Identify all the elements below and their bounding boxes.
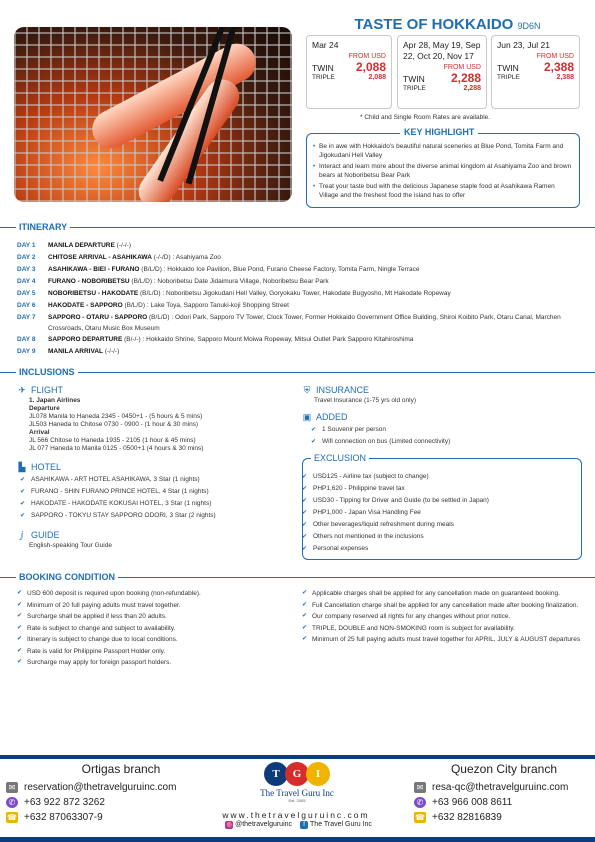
shield-icon: ⛨ xyxy=(303,384,311,395)
itinerary-day: DAY 2 CHITOSE ARRIVAL - ASAHIKAWA (-/-/D) : Asahiyama Zoo xyxy=(17,254,221,261)
gift-icon: ▣ xyxy=(302,411,312,422)
highlight-item: • Be in awe with Hokkaido's beautiful natural sceneries at Blue Pond, Tomita Farm and Jigokudani Hell Valley xyxy=(313,142,573,160)
website-link[interactable]: www.thetravelguruinc.com xyxy=(222,810,370,820)
price-box: Mar 24 FROM USD TWIN 2,088 TRIPLE 2,088 xyxy=(306,35,392,109)
inclusions-header: INCLUSIONS xyxy=(0,367,595,379)
price-box: Apr 28, May 19, Sep 22, Oct 20, Nov 17 FROM USD TWIN 2,288 TRIPLE 2,288 xyxy=(397,35,487,109)
flight-heading: ✈ FLIGHT xyxy=(18,384,64,395)
added-heading: ▣ ADDED xyxy=(302,411,348,422)
social-links xyxy=(196,821,401,829)
footer-divider xyxy=(0,755,595,759)
instagram-link[interactable]: ◎ @thetravelguruinc xyxy=(226,821,293,828)
facebook-link[interactable]: f The Travel Guru Inc xyxy=(300,821,372,829)
ortigas-branch: Ortigas branch ✉ reservation@thetravelguruinc.com ✆ +63 922 872 3262 ☎ +632 87063307-9 xyxy=(7,762,177,823)
insurance-heading: ⛨ INSURANCE xyxy=(303,384,370,395)
itinerary-day: DAY 9 MANILA ARRIVAL (-/-/-) xyxy=(17,348,120,355)
inclusions-left: ✈ FLIGHT 1. Japan Airlines Departure JL078 Manila to Haneda 2345 - 0450+1 - (5 hours & 5 mins) JL503 Haneda to Chitose 0730 - 0900 - (1 hour & 30 mins) Arrival JL 566 Chitose to Haneda 1935 - 2105 (1 hour & 45 mins) JL 077 Haneda to Manila 0125 - 0500+1 (4 hours & 30 mins) ▙ HOTEL ✔ ASAHIKAWA - ART HOTEL ASAHIKAWA, 3 Star (1 nights) ✔ FURANO - SHIN FURANO PRINCE HOTEL, 4 Star (1 nights) ✔ HAKODATE - HAKODATE KOKUSAI HOTEL, 3 Star (1 nights) ✔ SAPPORO - TOKYU STAY SAPPORO ODORI, 3 Star (2 nights) ⅉ GUIDE English-speaking Tour Guide xyxy=(17,385,297,549)
viber-icon: ✆ xyxy=(414,797,426,808)
guide-heading: ⅉ GUIDE xyxy=(17,530,297,540)
footer-bottom-bar xyxy=(0,837,595,842)
mobile-number[interactable]: +63 922 872 3262 xyxy=(24,797,105,808)
price-box: Jun 23, Jul 21 FROM USD TWIN 2,388 TRIPLE 2,388 xyxy=(491,35,580,109)
itinerary-list xyxy=(17,240,587,358)
itinerary-header: ITINERARY xyxy=(0,222,595,234)
instagram-icon: ◎ xyxy=(226,822,232,828)
hotel-list: ✔ ASAHIKAWA - ART HOTEL ASAHIKAWA, 3 Star (1 nights) ✔ FURANO - SHIN FURANO PRINCE HOTEL, 4 Star (1 nights) ✔ HAKODATE - HAKODATE KOKUSAI HOTEL, 3 Star (1 nights) ✔ SAPPORO - TOKYU STAY SAPPORO ODORI, 3 Star (2 nights) xyxy=(17,474,297,522)
itinerary-day: DAY 8 SAPPORO DEPARTURE (B/-/-) : Hokkaido Shrine, Sapporo Mount Moiwa Ropeway, Mitsui Outlet Park Sapporo Kitahiroshima xyxy=(17,336,414,343)
hero-image xyxy=(14,27,292,202)
highlight-item: • Treat your taste bud with the delicious Japanese staple food at Asahikawa Ramen Village and the freshest food the island has to offer xyxy=(313,182,573,200)
phone-number[interactable]: +632 87063307-9 xyxy=(24,812,103,823)
itinerary-day: DAY 7 SAPPORO - OTARU - SAPPORO (B/L/D) : Odori Park, Sapporo TV Tower, Clock Tower, Former Hokkaido Government Office Building, Shiroi Koibito Park, Otaru Canal, Marchen Crossroads, Otaru Music Box Museum xyxy=(17,314,561,332)
added-list: ✔ 1 Souvenir per person ✔ Wifi connection on bus (Limited connectivity) xyxy=(302,424,582,448)
phone-icon: ☎ xyxy=(7,813,17,822)
email-icon: ✉ xyxy=(6,782,18,793)
booking-list-left: ✔ USD 600 deposit is required upon booking (non-refundable). ✔ Minimum of 20 full paying adults must travel together. ✔ Surcharge shall be applied if less than 20 adults. ✔ Rate is subject to change and subject to availability. ✔ Itinerary is subject to change due to local conditions. ✔ Rate is valid for Philippine Passport Holder only. ✔ Surcharge may apply for foreign passport holders. xyxy=(17,588,292,669)
flight-details: 1. Japan Airlines Departure JL078 Manila to Haneda 2345 - 0450+1 - (5 hours & 5 mins) JL503 Haneda to Chitose 0730 - 0900 - (1 hour & 30 mins) Arrival JL 566 Chitose to Haneda 1935 - 2105 (1 hour & 45 mins) JL 077 Haneda to Manila 0125 - 0500+1 (4 hours & 30 mins) xyxy=(29,397,204,452)
booking-header: BOOKING CONDITION xyxy=(0,572,595,584)
exclusion-box: EXCLUSION ✔ USD125 - Airline tax (subject to change) ✔ PHP1,620 - Philippine travel tax ✔ USD30 - Tipping for Driver and Guide (to be settled in Japan) ✔ PHP1,000 - Japan Visa Handling Fee ✔ Other beverages/liquid refreshment during meals ✔ Others not mentioned in the inclusions ✔ Personal expenses xyxy=(302,458,582,560)
hotel-icon: ▙ xyxy=(18,461,26,472)
inclusions-right: ⛨ INSURANCE Travel Insurance (1-75 yrs old only) ▣ ADDED ✔ 1 Souvenir per person ✔ Wifi connection on bus (Limited connectivity) EXCLUSION ✔ USD125 - Airline tax (subject to change) ✔ PHP1,620 - Philippine travel tax ✔ USD30 - Tipping for Driver and Guide (to be settled in Japan) ✔ PHP1,000 - Japan Visa Handling Fee ✔ Other beverages/liquid refreshment during meals ✔ Others not mentioned in the inclusions ✔ Personal expenses xyxy=(302,385,582,560)
itinerary-day: DAY 3 ASAHIKAWA - BIEI - FURANO (B/L/D) : Hokkaido Ice Pavilion, Blue Pond, Furano Cheese Factory, Tomita Farm, Ningle Terrace xyxy=(17,266,420,273)
email-link[interactable]: resa-qc@thetravelguruinc.com xyxy=(432,782,569,793)
key-highlight-box xyxy=(306,133,580,208)
mobile-number[interactable]: +63 966 008 8611 xyxy=(432,797,513,808)
tour-title: TASTE OF HOKKAIDO 9D6N xyxy=(354,16,541,33)
itinerary-day: DAY 4 FURANO - NOBORIBETSU (B/L/D) : Noboribetsu Date Jidaimura Village, Noboribetsu Bear Park xyxy=(17,278,329,285)
highlight-item: • Interact and learn more about the diverse animal kingdom at Asahiyama Zoo and brown bears at Noboribetsu Bear Park xyxy=(313,162,573,180)
company-logo: T G I The Travel Guru Inc Est. 2005 xyxy=(256,762,338,803)
plane-icon: ✈ xyxy=(18,384,26,395)
guide-icon: ⅉ xyxy=(20,529,24,540)
email-icon: ✉ xyxy=(414,782,426,793)
itinerary-day: DAY 5 NOBORIBETSU - HAKODATE (B/L/D) : Noboribetsu Jigokudani Hell Valley, Goryokaku Tower, Hakodate Bugyosho, Mt Hakodate Ropeway xyxy=(17,290,451,297)
itinerary-day: DAY 6 HAKODATE - SAPPORO (B/L/D) : Lake Toya, Sapporo Tanuki-koji Shopping Street xyxy=(17,302,289,309)
key-highlight-title: KEY HIGHLIGHT xyxy=(400,127,478,137)
quezon-city-branch: Quezon City branch ✉ resa-qc@thetravelguruinc.com ✆ +63 966 008 8611 ☎ +632 82816839 xyxy=(415,762,569,823)
email-link[interactable]: reservation@thetravelguruinc.com xyxy=(24,782,177,793)
rates-note: * Child and Single Room Rates are available. xyxy=(360,114,491,121)
booking-list-right: ✔ Applicable charges shall be applied for any cancellation made on guaranteed booking. ✔ Full Cancellation charge shall be applied for any cancellation made after booking finalization. ✔ Our company reserved all rights for any changes without prior notice. ✔ TRIPLE, DOUBLE and NON-SMOKING room is subject for availability. ✔ Minimum of 25 full paying adults must travel together for APRIL, JULY & AUGUST departures xyxy=(302,588,582,646)
facebook-icon: f xyxy=(300,821,308,829)
viber-icon: ✆ xyxy=(6,797,18,808)
itinerary-day: DAY 1 MANILA DEPARTURE (-/-/-) xyxy=(17,242,132,249)
phone-number[interactable]: +632 82816839 xyxy=(432,812,502,823)
hotel-heading: ▙ HOTEL xyxy=(18,461,62,472)
phone-icon: ☎ xyxy=(415,813,425,822)
